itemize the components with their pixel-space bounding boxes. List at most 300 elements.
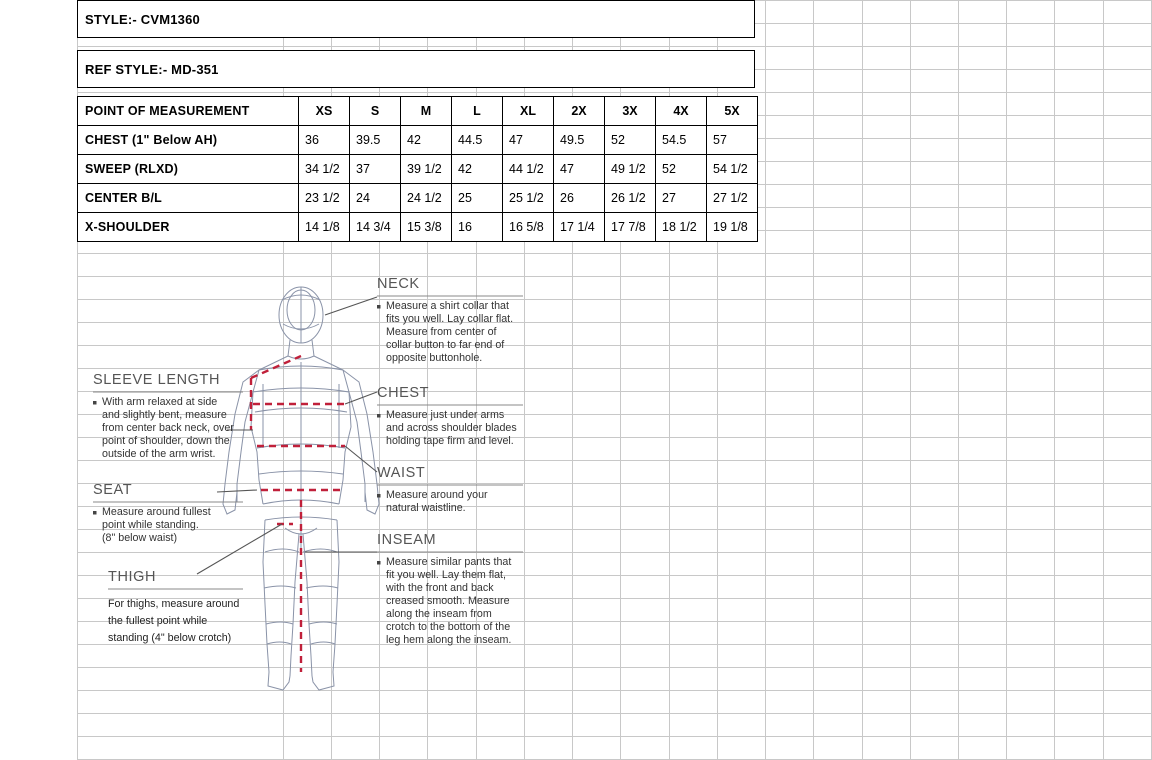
callout-waist-line-0: Measure around your [386, 489, 488, 501]
grid-cell [669, 553, 717, 576]
grid-cell [1055, 668, 1103, 691]
grid-cell [717, 576, 765, 599]
grid-cell [958, 346, 1006, 369]
grid-cell [1007, 484, 1055, 507]
grid-cell [573, 461, 621, 484]
callout-waist-line-1: natural waistline. [386, 502, 466, 514]
grid-cell [958, 714, 1006, 737]
grid-cell [766, 392, 814, 415]
grid-cell [1103, 162, 1151, 185]
grid-cell [669, 461, 717, 484]
grid-cell [814, 668, 862, 691]
grid-cell [1007, 553, 1055, 576]
ref-style-row [77, 50, 755, 88]
grid-cell [862, 1, 910, 24]
grid-cell [958, 530, 1006, 553]
grid-cell [669, 392, 717, 415]
grid-cell [958, 668, 1006, 691]
grid-cell [766, 139, 814, 162]
table-row [78, 213, 758, 242]
grid-cell [814, 139, 862, 162]
measurement-cell: 44 1/2 [503, 155, 554, 184]
grid-cell [862, 645, 910, 668]
grid-cell [1103, 231, 1151, 254]
grid-cell [814, 208, 862, 231]
grid-cell [958, 622, 1006, 645]
grid-cell [958, 116, 1006, 139]
callout-inseam-line-0: Measure similar pants that [386, 556, 512, 568]
grid-cell [476, 737, 524, 760]
grid-cell [1103, 254, 1151, 277]
table-row [78, 155, 758, 184]
grid-cell [862, 714, 910, 737]
grid-row [78, 737, 1152, 760]
callout-chest [377, 385, 523, 447]
grid-cell [1007, 254, 1055, 277]
grid-cell [621, 438, 669, 461]
grid-cell [910, 507, 958, 530]
grid-cell [669, 254, 717, 277]
measurement-row-label: CENTER B/L [78, 184, 299, 213]
grid-cell [766, 277, 814, 300]
grid-cell [1007, 530, 1055, 553]
grid-cell [1007, 461, 1055, 484]
grid-cell [910, 576, 958, 599]
grid-cell [910, 530, 958, 553]
grid-cell [766, 70, 814, 93]
measurement-cell: 26 [554, 184, 605, 213]
grid-cell [1055, 300, 1103, 323]
grid-cell [862, 346, 910, 369]
grid-cell [1007, 162, 1055, 185]
grid-cell [910, 93, 958, 116]
grid-cell [1055, 714, 1103, 737]
grid-cell [766, 231, 814, 254]
callout-sleeve-line-3: point of shoulder, down the [102, 435, 230, 447]
grid-cell [910, 162, 958, 185]
grid-cell [958, 208, 1006, 231]
measurement-cell: 16 [452, 213, 503, 242]
grid-cell [1055, 47, 1103, 70]
measurement-cell: 52 [605, 126, 656, 155]
measurement-cell: 17 7/8 [605, 213, 656, 242]
grid-cell [814, 576, 862, 599]
grid-cell [1007, 323, 1055, 346]
grid-cell [1055, 576, 1103, 599]
grid-row [78, 714, 1152, 737]
grid-cell [766, 553, 814, 576]
grid-cell [814, 300, 862, 323]
grid-cell [524, 323, 572, 346]
grid-cell [910, 47, 958, 70]
callout-thigh-line-2: standing (4" below crotch) [108, 632, 232, 644]
grid-cell [1007, 231, 1055, 254]
grid-cell [573, 714, 621, 737]
grid-cell [1055, 70, 1103, 93]
grid-cell [814, 277, 862, 300]
measurement-cell: 44.5 [452, 126, 503, 155]
grid-cell [524, 277, 572, 300]
grid-cell [524, 484, 572, 507]
grid-cell [717, 668, 765, 691]
grid-cell [428, 714, 476, 737]
grid-cell [862, 47, 910, 70]
callout-inseam [377, 532, 523, 646]
grid-cell [766, 116, 814, 139]
grid-cell [862, 415, 910, 438]
grid-cell [1055, 24, 1103, 47]
grid-cell [814, 185, 862, 208]
grid-cell [766, 415, 814, 438]
grid-cell [1103, 415, 1151, 438]
grid-cell [910, 323, 958, 346]
grid-cell [669, 668, 717, 691]
grid-cell [669, 714, 717, 737]
grid-cell [766, 714, 814, 737]
grid-cell [1103, 461, 1151, 484]
grid-cell [1103, 438, 1151, 461]
grid-cell [1103, 139, 1151, 162]
grid-cell [958, 392, 1006, 415]
grid-cell [1103, 185, 1151, 208]
grid-cell [1103, 599, 1151, 622]
grid-cell [1055, 530, 1103, 553]
grid-cell [78, 714, 284, 737]
grid-cell [524, 691, 572, 714]
grid-cell [958, 70, 1006, 93]
grid-cell [862, 116, 910, 139]
grid-cell [862, 553, 910, 576]
grid-cell [1055, 254, 1103, 277]
grid-cell [1007, 599, 1055, 622]
grid-cell [910, 70, 958, 93]
grid-cell [910, 1, 958, 24]
callout-sleeve-title: SLEEVE LENGTH [93, 372, 221, 388]
grid-cell [766, 576, 814, 599]
grid-cell [814, 254, 862, 277]
grid-cell [1007, 208, 1055, 231]
callout-inseam-title: INSEAM [377, 532, 437, 548]
grid-cell [621, 392, 669, 415]
grid-cell [524, 254, 572, 277]
grid-cell [524, 622, 572, 645]
grid-cell [766, 461, 814, 484]
grid-cell [910, 24, 958, 47]
callout-neck-line-0: Measure a shirt collar that [386, 300, 509, 312]
grid-cell [766, 668, 814, 691]
grid-cell [1103, 24, 1151, 47]
grid-cell [1055, 116, 1103, 139]
grid-cell [958, 93, 1006, 116]
grid-cell [766, 484, 814, 507]
measurement-cell: 25 1/2 [503, 184, 554, 213]
grid-cell [1103, 47, 1151, 70]
callout-chest-line-2: holding tape firm and level. [386, 435, 514, 447]
measurement-cell: 25 [452, 184, 503, 213]
grid-cell [1007, 346, 1055, 369]
grid-cell [573, 599, 621, 622]
measurement-cell: 19 1/8 [707, 213, 758, 242]
grid-cell [1055, 277, 1103, 300]
grid-cell [910, 691, 958, 714]
grid-cell [1103, 645, 1151, 668]
table-row [78, 184, 758, 213]
grid-cell [573, 507, 621, 530]
grid-cell [814, 645, 862, 668]
grid-cell [1055, 346, 1103, 369]
grid-cell [814, 484, 862, 507]
grid-cell [669, 576, 717, 599]
grid-cell [1007, 24, 1055, 47]
grid-cell [669, 277, 717, 300]
measurement-cell: 23 1/2 [299, 184, 350, 213]
grid-cell [910, 116, 958, 139]
grid-cell [573, 323, 621, 346]
grid-cell [910, 392, 958, 415]
callout-chest-line-0: Measure just under arms [386, 409, 505, 421]
grid-cell [910, 645, 958, 668]
grid-cell [1103, 622, 1151, 645]
grid-cell [814, 530, 862, 553]
grid-cell [910, 415, 958, 438]
grid-cell [814, 392, 862, 415]
grid-cell [814, 162, 862, 185]
grid-cell [814, 507, 862, 530]
grid-cell [717, 645, 765, 668]
grid-cell [1007, 507, 1055, 530]
grid-cell [958, 139, 1006, 162]
grid-cell [814, 714, 862, 737]
measurement-cell: 27 1/2 [707, 184, 758, 213]
grid-cell [669, 300, 717, 323]
measurement-cell: 16 5/8 [503, 213, 554, 242]
grid-cell [910, 277, 958, 300]
grid-cell [862, 507, 910, 530]
grid-cell [766, 599, 814, 622]
grid-cell [958, 737, 1006, 760]
grid-cell [862, 185, 910, 208]
grid-cell [283, 737, 331, 760]
grid-cell [814, 24, 862, 47]
grid-cell [910, 369, 958, 392]
grid-cell [573, 300, 621, 323]
grid-cell [1055, 691, 1103, 714]
callout-seat-title: SEAT [93, 482, 133, 498]
grid-cell [669, 645, 717, 668]
grid-cell [621, 691, 669, 714]
grid-cell [1055, 484, 1103, 507]
grid-cell [717, 392, 765, 415]
grid-cell [862, 530, 910, 553]
grid-cell [910, 139, 958, 162]
grid-cell [669, 530, 717, 553]
grid-cell [862, 323, 910, 346]
callout-neck [377, 276, 523, 364]
grid-cell [1103, 116, 1151, 139]
grid-cell [717, 484, 765, 507]
callout-seat-line-2: (8" below waist) [102, 532, 178, 544]
table-header-row [78, 97, 758, 126]
grid-cell [958, 576, 1006, 599]
grid-cell [1007, 576, 1055, 599]
grid-cell [573, 737, 621, 760]
grid-cell [573, 369, 621, 392]
grid-cell [958, 323, 1006, 346]
grid-cell [717, 300, 765, 323]
grid-cell [669, 507, 717, 530]
callout-inseam-line-6: leg hem along the inseam. [386, 634, 512, 646]
grid-cell [1103, 576, 1151, 599]
grid-cell [766, 369, 814, 392]
grid-cell [669, 346, 717, 369]
grid-cell [958, 47, 1006, 70]
grid-cell [814, 231, 862, 254]
grid-cell [1007, 737, 1055, 760]
grid-cell [766, 300, 814, 323]
grid-cell [1103, 369, 1151, 392]
grid-cell [331, 714, 379, 737]
grid-cell [862, 737, 910, 760]
callout-waist [377, 465, 523, 514]
grid-cell [717, 369, 765, 392]
grid-cell [573, 530, 621, 553]
grid-cell [1007, 93, 1055, 116]
measurement-cell: 17 1/4 [554, 213, 605, 242]
grid-cell [524, 438, 572, 461]
callout-seat-line-0: Measure around fullest [102, 506, 211, 518]
grid-cell [814, 691, 862, 714]
grid-cell [1055, 93, 1103, 116]
callout-sleeve-line-4: outside of the arm wrist. [102, 448, 216, 460]
grid-cell [573, 346, 621, 369]
grid-cell [669, 622, 717, 645]
grid-cell [862, 93, 910, 116]
grid-cell [1103, 300, 1151, 323]
measurement-row-label: SWEEP (RLXD) [78, 155, 299, 184]
grid-cell [910, 461, 958, 484]
callout-thigh-line-1: the fullest point while [108, 615, 208, 627]
grid-cell [573, 622, 621, 645]
grid-cell [573, 484, 621, 507]
measurement-table-head [78, 97, 758, 126]
grid-cell [766, 530, 814, 553]
grid-cell [1055, 323, 1103, 346]
grid-cell [573, 392, 621, 415]
style-label: STYLE:- CVM1360 [85, 11, 200, 27]
callout-neck-line-3: collar button to far end of [386, 339, 505, 351]
measurement-cell: 47 [503, 126, 554, 155]
grid-cell [766, 323, 814, 346]
grid-cell [766, 438, 814, 461]
grid-cell [814, 70, 862, 93]
measurement-cell: 14 3/4 [350, 213, 401, 242]
grid-cell [766, 737, 814, 760]
grid-cell [814, 93, 862, 116]
grid-cell [958, 599, 1006, 622]
grid-cell [862, 24, 910, 47]
grid-cell [766, 208, 814, 231]
grid-cell [1103, 1, 1151, 24]
grid-cell [1007, 277, 1055, 300]
grid-cell [1055, 1, 1103, 24]
grid-cell [524, 714, 572, 737]
grid-cell [717, 599, 765, 622]
callout-sleeve-line-2: from center back neck, over [102, 422, 234, 434]
grid-cell [573, 553, 621, 576]
callout-thigh-line-0: For thighs, measure around [108, 598, 240, 610]
grid-cell [1007, 392, 1055, 415]
grid-cell [78, 737, 284, 760]
grid-cell [1055, 461, 1103, 484]
grid-cell [717, 553, 765, 576]
grid-cell [621, 484, 669, 507]
measurement-cell: 54.5 [656, 126, 707, 155]
size-header-5x: 5X [707, 97, 758, 126]
grid-cell [862, 668, 910, 691]
grid-cell [814, 369, 862, 392]
grid-cell [1007, 116, 1055, 139]
table-row [78, 126, 758, 155]
grid-cell [717, 737, 765, 760]
grid-cell [621, 254, 669, 277]
point-of-measurement-header: POINT OF MEASUREMENT [78, 97, 299, 126]
size-header-xs: XS [299, 97, 350, 126]
grid-cell [958, 507, 1006, 530]
style-row [77, 0, 755, 38]
grid-cell [524, 369, 572, 392]
grid-cell [1055, 553, 1103, 576]
grid-cell [621, 323, 669, 346]
grid-cell [814, 599, 862, 622]
callout-neck-title: NECK [377, 276, 420, 292]
grid-cell [766, 93, 814, 116]
measurement-cell: 27 [656, 184, 707, 213]
grid-cell [573, 645, 621, 668]
grid-cell [1103, 70, 1151, 93]
grid-cell [958, 369, 1006, 392]
measurement-cell: 42 [401, 126, 452, 155]
grid-cell [524, 392, 572, 415]
measurement-table [77, 96, 758, 242]
grid-cell [910, 737, 958, 760]
grid-cell [1103, 737, 1151, 760]
grid-cell [380, 737, 428, 760]
grid-cell [621, 277, 669, 300]
grid-cell [1055, 392, 1103, 415]
measurement-cell: 54 1/2 [707, 155, 758, 184]
grid-cell [1055, 438, 1103, 461]
grid-cell [958, 254, 1006, 277]
grid-cell [814, 1, 862, 24]
grid-cell [428, 737, 476, 760]
grid-cell [524, 346, 572, 369]
grid-cell [862, 254, 910, 277]
grid-cell [1007, 438, 1055, 461]
grid-cell [910, 346, 958, 369]
grid-cell [862, 392, 910, 415]
grid-cell [766, 645, 814, 668]
grid-cell [669, 737, 717, 760]
grid-cell [766, 346, 814, 369]
grid-cell [766, 254, 814, 277]
grid-cell [958, 277, 1006, 300]
grid-cell [1007, 668, 1055, 691]
size-header-m: M [401, 97, 452, 126]
grid-cell [669, 438, 717, 461]
grid-cell [910, 185, 958, 208]
size-header-l: L [452, 97, 503, 126]
grid-cell [910, 254, 958, 277]
